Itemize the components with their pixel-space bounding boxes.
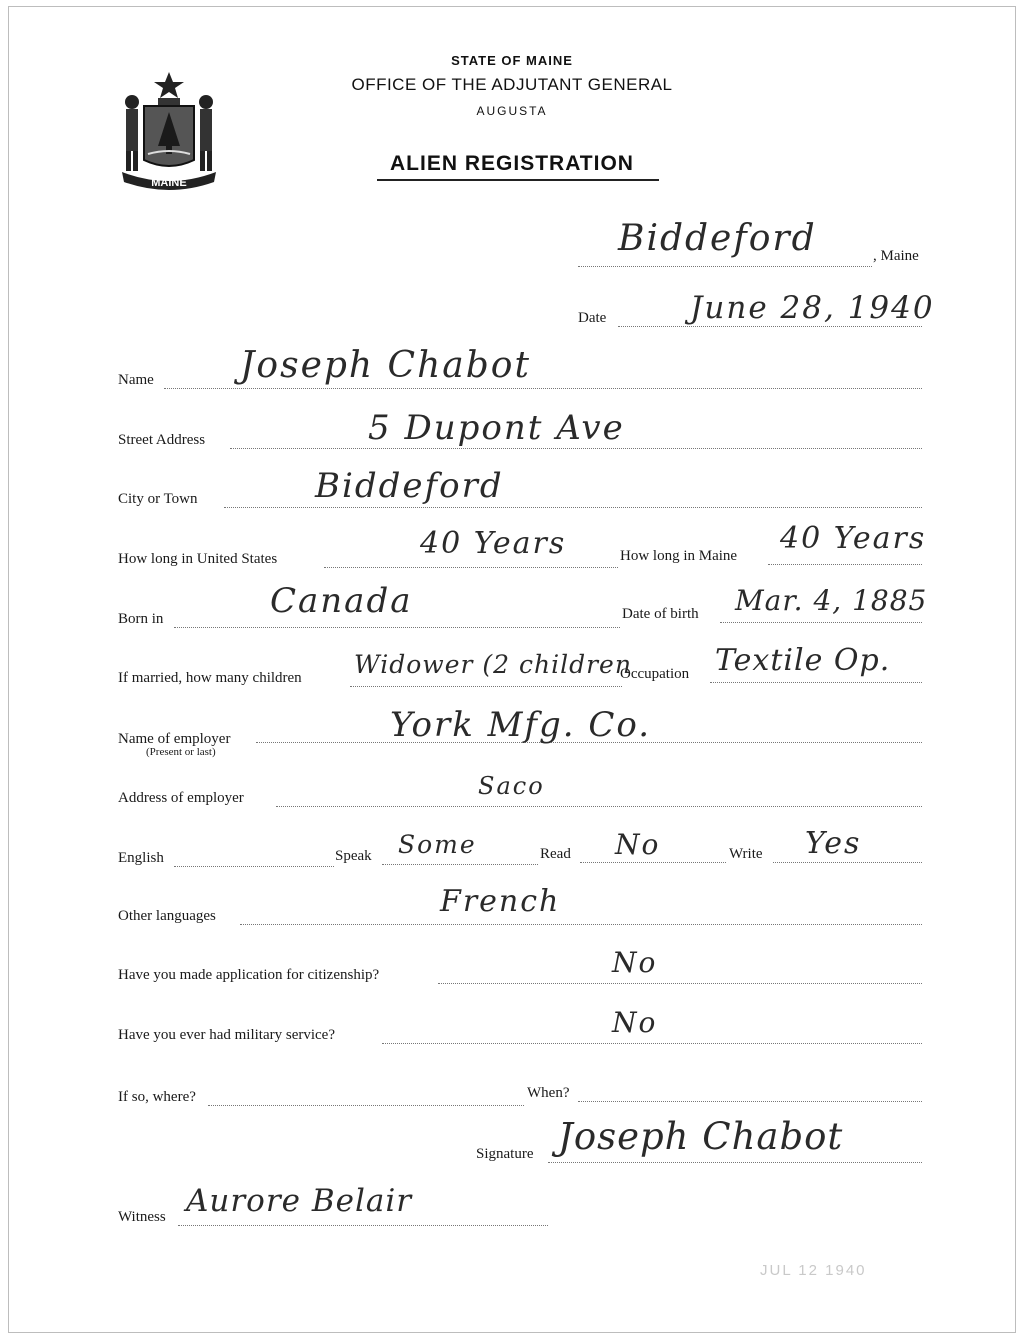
maine-label: , Maine [873,248,919,264]
born-in-value: Canada [270,581,413,621]
date-label: Date [578,310,607,326]
if-so-label: If so, where? [118,1089,196,1105]
military-line [382,1043,922,1044]
title-underline [377,179,659,181]
how-long-us-label: How long in United States [118,551,278,567]
citizenship-line [438,983,922,984]
married-value: Widower (2 children [354,650,632,679]
received-stamp: JUL 12 1940 [760,1262,867,1279]
if-so-line [208,1105,524,1106]
place-value: Biddeford [618,218,817,259]
how-long-us-value: 40 Years [420,526,567,561]
name-label: Name [118,372,154,388]
read-line [580,862,726,863]
street-label: Street Address [118,432,206,448]
date-of-birth-label: Date of birth [622,606,699,622]
date-of-birth-value: Mar. 4, 1885 [735,584,928,617]
city-line [224,507,922,508]
employer-address-value: Saco [478,772,545,800]
military-label: Have you ever had military service? [118,1027,335,1043]
name-value: Joseph Chabot [240,345,531,386]
how-long-maine-line [768,564,922,565]
city-value: Biddeford [315,466,504,506]
english-label: English [118,850,164,866]
witness-value: Aurore Belair [186,1183,413,1219]
witness-line [178,1225,548,1226]
married-line [350,686,622,687]
employer-note: (Present or last) [146,746,216,758]
signature-value: Joseph Chabot [558,1115,844,1158]
military-value: No [612,1006,658,1039]
speak-value: Some [398,830,477,859]
occupation-label: Occupation [620,666,690,682]
signature-line [548,1162,922,1163]
signature-label: Signature [476,1146,534,1162]
write-line [773,862,922,863]
when-label: When? [527,1085,570,1101]
office-heading: OFFICE OF THE ADJUTANT GENERAL [351,75,673,94]
occupation-line [710,682,922,683]
read-label: Read [540,846,571,862]
when-line [578,1101,922,1102]
name-line [164,388,922,389]
employer-address-label: Address of employer [118,790,244,806]
born-in-line [174,627,620,628]
how-long-maine-value: 40 Years [780,521,927,556]
read-value: No [615,828,661,861]
born-in-label: Born in [118,611,164,627]
form-title: ALIEN REGISTRATION [390,152,634,175]
city-label: City or Town [118,491,198,507]
other-languages-line [240,924,922,925]
write-value: Yes [805,826,862,861]
place-line [578,266,872,267]
write-label: Write [729,846,763,862]
city-heading: AUGUSTA [476,104,548,118]
date-line [618,326,922,327]
english-line [174,866,334,867]
speak-label: Speak [335,848,372,864]
witness-label: Witness [118,1209,166,1225]
occupation-value: Textile Op. [715,643,891,678]
date-of-birth-line [720,622,922,623]
employer-label: Name of employer [118,731,231,747]
street-line [230,448,922,449]
street-value: 5 Dupont Ave [368,408,625,448]
other-languages-label: Other languages [118,908,216,924]
citizenship-value: No [612,946,658,979]
speak-line [382,864,538,865]
other-languages-value: French [440,884,561,919]
how-long-maine-label: How long in Maine [620,548,738,564]
date-value: June 28, 1940 [690,290,935,326]
svg-text:MAINE: MAINE [151,177,187,189]
state-heading: STATE OF MAINE [451,53,573,68]
employer-address-line [276,806,922,807]
citizenship-label: Have you made application for citizenship? [118,967,380,983]
married-label: If married, how many children [118,670,302,686]
employer-value: York Mfg. Co. [390,705,652,745]
how-long-us-line [324,567,618,568]
